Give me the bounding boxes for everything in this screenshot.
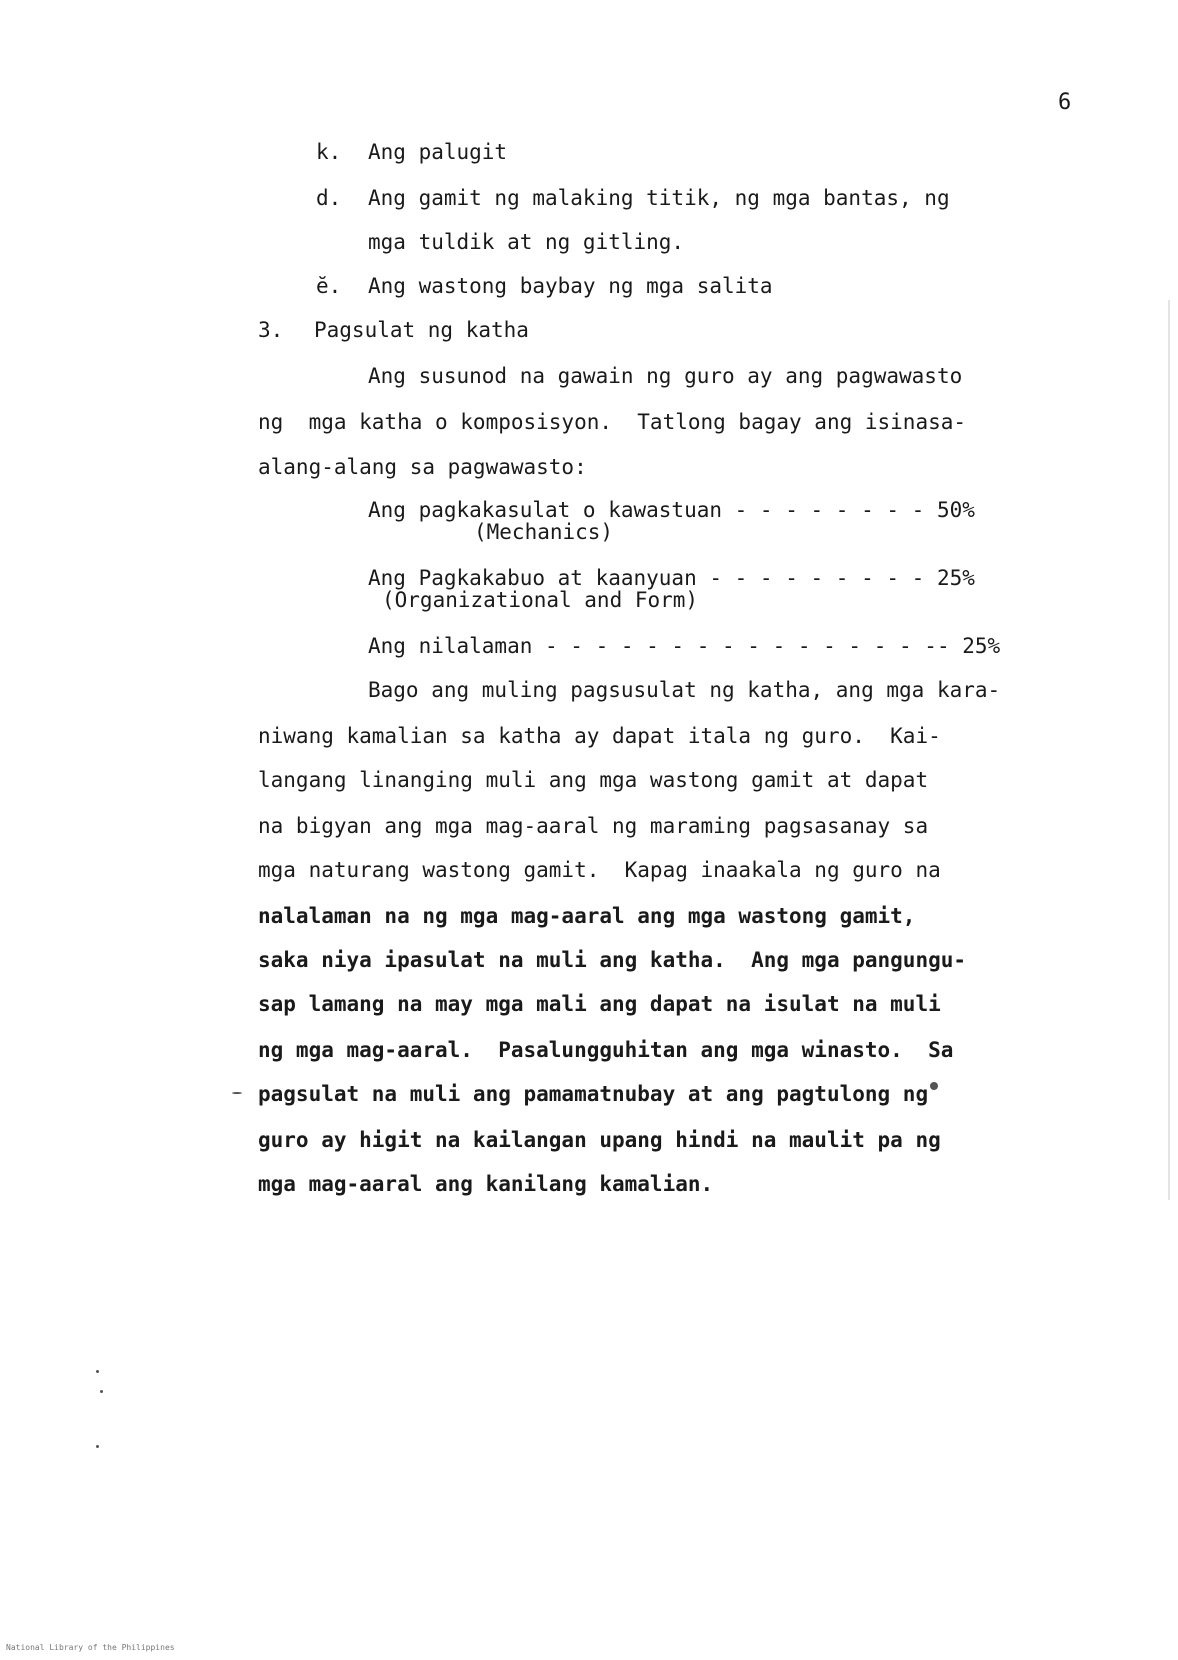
criterion-label: Ang nilalaman - - - - - - - - - - - - - - - -- 25%	[368, 634, 1001, 658]
list-item-text: Ang palugit	[368, 140, 508, 164]
paragraph-line: ng mga katha o komposisyon. Tatlong bagay ang isinasa-	[258, 410, 967, 434]
list-marker: ĕ.	[316, 274, 342, 298]
paragraph-line: ng mga mag-aaral. Pasalungguhitan ang mga winasto. Sa	[258, 1038, 954, 1062]
paragraph-line: nalalaman na ng mga mag-aaral ang mga wastong gamit,	[258, 904, 916, 928]
scan-speck	[930, 1082, 938, 1090]
list-item-continuation: mga tuldik at ng gitling.	[368, 230, 685, 254]
paragraph-line: mga mag-aaral ang kanilang kamalian.	[258, 1172, 714, 1196]
list-item-text: Ang wastong baybay ng mga salita	[368, 274, 773, 298]
list-marker: k.	[316, 140, 342, 164]
paragraph-line: sap lamang na may mga mali ang dapat na isulat na muli	[258, 992, 941, 1016]
list-marker: d.	[316, 186, 342, 210]
page-number: 6	[1058, 90, 1072, 115]
criterion-label: Ang pagkakasulat o kawastuan - - - - - - - - 50%	[368, 498, 975, 522]
scan-speck	[96, 1445, 99, 1448]
paragraph-line: langang linanging muli ang mga wastong gamit at dapat	[258, 768, 929, 792]
paragraph-line: saka niya ipasulat na muli ang katha. Ang mga pangungu-	[258, 948, 967, 972]
paragraph-line: Bago ang muling pagsusulat ng katha, ang mga kara-	[368, 678, 1001, 702]
paragraph-line: Ang susunod na gawain ng guro ay ang pagwawasto	[368, 364, 963, 388]
scan-speck	[96, 1370, 99, 1373]
criterion-subtitle: (Mechanics)	[474, 520, 614, 544]
paragraph-line: na bigyan ang mga mag-aaral ng maraming pagsasanay sa	[258, 814, 929, 838]
scan-edge	[1168, 300, 1170, 1200]
list-item-text: Ang gamit ng malaking titik, ng mga bantas, ng	[368, 186, 950, 210]
footer-watermark: National Library of the Philippines	[6, 1643, 175, 1652]
section-title: Pagsulat ng katha	[314, 318, 529, 342]
paragraph-line: niwang kamalian sa katha ay dapat itala ng guro. Kai-	[258, 724, 941, 748]
paragraph-line: alang-alang sa pagwawasto:	[258, 455, 587, 479]
criterion-subtitle: (Organizational and Form)	[382, 588, 699, 612]
scan-speck	[100, 1390, 103, 1393]
section-number: 3.	[258, 318, 284, 342]
paragraph-line: mga naturang wastong gamit. Kapag inaakala ng guro na	[258, 858, 941, 882]
criterion-label: Ang Pagkakabuo at kaanyuan - - - - - - - - - 25%	[368, 566, 975, 590]
scan-speck	[232, 1092, 242, 1094]
paragraph-line: pagsulat na muli ang pamamatnubay at ang pagtulong ng	[258, 1082, 929, 1106]
paragraph-line: guro ay higit na kailangan upang hindi na maulit pa ng	[258, 1128, 941, 1152]
